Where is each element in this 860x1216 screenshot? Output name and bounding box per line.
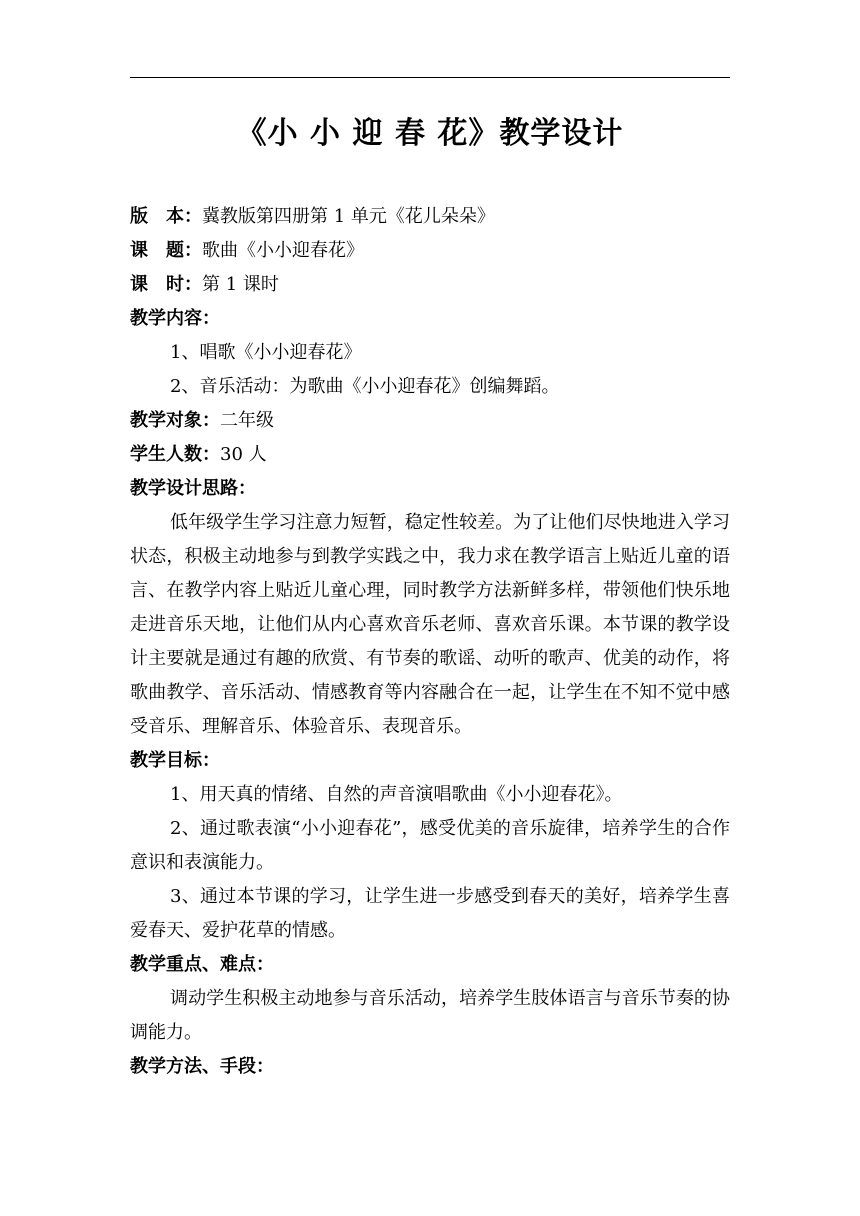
field-topic	[130, 234, 730, 268]
field-label: 课 时：	[130, 274, 202, 295]
idea-heading: 教学设计思路：	[130, 478, 256, 499]
content-item: 1、唱歌《小小迎春花》	[170, 342, 362, 363]
field-label: 教学对象：	[130, 410, 220, 431]
field-label: 学生人数：	[130, 444, 220, 465]
document-title: 《小 小 迎 春 花》教学设计	[236, 116, 624, 151]
content-heading: 教学内容：	[130, 308, 220, 329]
field-target	[130, 404, 730, 438]
key-points-heading: 教学重点、难点：	[130, 954, 274, 975]
key-points-paragraph: 调动学生积极主动地参与音乐活动，培养学生肢体语言与音乐节奏的协调能力。	[130, 988, 730, 1043]
field-label: 版 本：	[130, 206, 202, 227]
idea-paragraph: 低年级学生学习注意力短暂，稳定性较差。为了让他们尽快地进入学习状态，积极主动地参与到教学实践之中，我力求在教学语言上贴近儿童的语言、在教学内容上贴近儿童心理，同时教学方法新鲜多样，带领他们快乐地走进音乐天地，让他们从内心喜欢音乐老师、喜欢音乐课。本节课的教学设计主要就是通过有趣的欣赏、有节奏的歌谣、动听的歌声、优美的动作，将歌曲教学、音乐活动、情感教育等内容融合在一起，让学生在不知不觉中感受音乐、理解音乐、体验音乐、表现音乐。	[130, 512, 730, 737]
field-value: 冀教版第四册第 1 单元《花儿朵朵》	[202, 206, 495, 227]
goals-heading: 教学目标：	[130, 750, 220, 771]
goal-item: 1、用天真的情绪、自然的声音演唱歌曲《小小迎春花》。	[170, 784, 623, 805]
field-student-count	[130, 438, 730, 472]
field-value: 30 人	[220, 444, 267, 465]
field-value: 二年级	[220, 410, 274, 431]
field-edition	[130, 200, 730, 234]
field-value: 第 1 课时	[202, 274, 279, 295]
methods-heading: 教学方法、手段：	[130, 1056, 274, 1077]
document-body	[130, 200, 730, 1084]
field-period	[130, 268, 730, 302]
header-rule	[130, 77, 730, 78]
field-value: 歌曲《小小迎春花》	[202, 240, 364, 261]
goal-item: 2、通过歌表演“小小迎春花”，感受优美的音乐旋律，培养学生的合作意识和表演能力。	[130, 818, 730, 873]
field-label: 课 题：	[130, 240, 202, 261]
content-item: 2、音乐活动：为歌曲《小小迎春花》创编舞蹈。	[170, 376, 560, 397]
goal-item: 3、通过本节课的学习，让学生进一步感受到春天的美好，培养学生喜爱春天、爱护花草的情感。	[130, 886, 730, 941]
